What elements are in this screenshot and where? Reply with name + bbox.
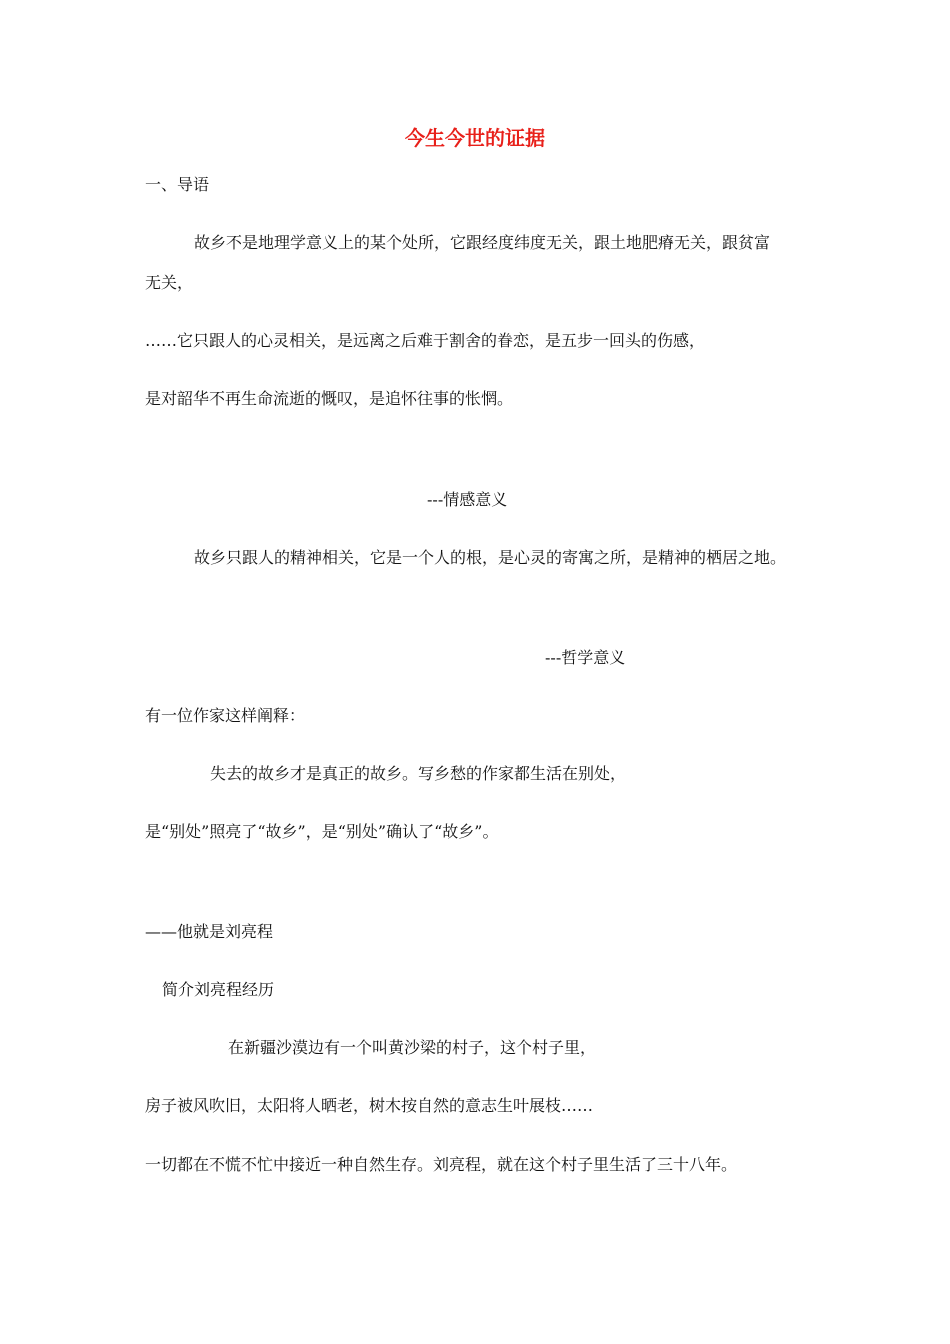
paragraph-line: 一切都在不慌不忙中接近一种自然生存。刘亮程，就在这个村子里生活了三十八年。 xyxy=(145,1155,738,1174)
paragraph-line: 在新疆沙漠边有一个叫黄沙梁的村子，这个村子里， xyxy=(228,1038,597,1057)
paragraph-line: 故乡只跟人的精神相关，它是一个人的根，是心灵的寄寓之所，是精神的栖居之地。 xyxy=(194,548,787,567)
paragraph-line: 有一位作家这样阐释： xyxy=(145,706,306,725)
section-heading: 一、导语 xyxy=(145,175,210,194)
attribution-philosophical: ---哲学意义 xyxy=(545,648,626,667)
paragraph-line: 无关， xyxy=(145,273,194,292)
paragraph-line: 房子被风吹旧，太阳将人晒老，树木按自然的意志生叶展枝…… xyxy=(145,1096,594,1115)
document-title: 今生今世的证据 xyxy=(405,126,545,150)
author-reveal: ——他就是刘亮程 xyxy=(145,922,274,941)
paragraph-line: ……它只跟人的心灵相关，是远离之后难于割舍的眷恋，是五步一回头的伤感， xyxy=(145,331,706,350)
quote-line: 是“别处”照亮了“故乡”，是“别处”确认了“故乡”。 xyxy=(145,822,499,841)
attribution-emotional: ---情感意义 xyxy=(427,490,508,509)
paragraph-line: 故乡不是地理学意义上的某个处所，它跟经度纬度无关，跟土地肥瘠无关，跟贫富 xyxy=(194,233,771,252)
quote-line: 失去的故乡才是真正的故乡。写乡愁的作家都生活在别处， xyxy=(210,764,627,783)
paragraph-line: 是对韶华不再生命流逝的慨叹，是追怀往事的怅惘。 xyxy=(145,389,514,408)
subsection-heading: 简介刘亮程经历 xyxy=(162,980,275,999)
